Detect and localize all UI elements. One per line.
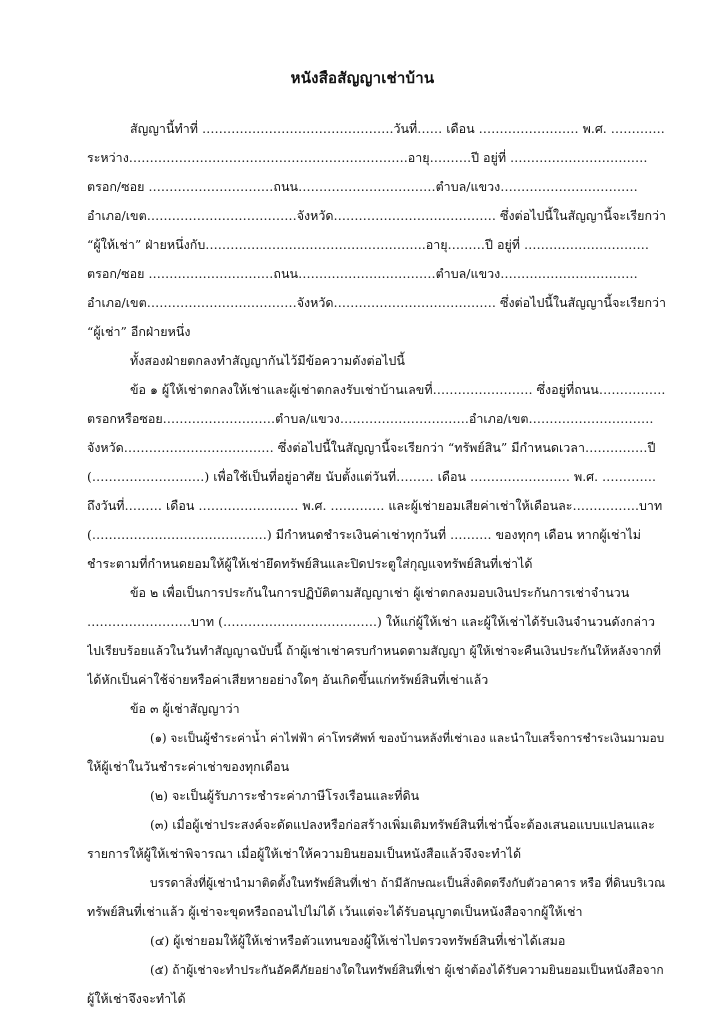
text-line: อำเภอ/เขต………………………………จังหวัด………………………………… ซึ่งต่อไปนี้ในสัญญานี้จะเรียกว่า (87, 295, 667, 310)
document-title: หนังสือสัญญาเช่าบ้าน (290, 69, 435, 87)
text-line: (๕) ถ้าผู้เช่าจะทำประกันอัคคีภัยอย่างใดในทรัพย์สินที่เช่า ผู้เช่าต้องได้รับความยินยอมเป็นหนังสือจาก (150, 963, 664, 977)
text-line: ให้ผู้เช่าในวันชำระค่าเช่าของทุกเดือน (87, 759, 290, 774)
text-line: (๔) ผู้เช่ายอมให้ผู้ให้เช่าหรือตัวแทนของผู้ให้เช่าไปตรวจทรัพย์สินที่เช่าได้เสมอ (150, 933, 566, 948)
text-line: ถึงวันที่……… เดือน …………………… พ.ศ. …………. และผู้เช่ายอมเสียค่าเช่าให้เดือนละ…………….บาท (87, 498, 663, 513)
text-line: ตรอกหรือซอย………………………ตำบล/แขวง………………………….อำเภอ/เขต………………………… (87, 411, 654, 426)
text-line: ตรอก/ซอย …………………………ถนน……………………………ตำบล/แขวง…………………………… (87, 179, 638, 194)
text-line: อำเภอ/เขต………………………………จังหวัด………………………………… ซึ่งต่อไปนี้ในสัญญานี้จะเรียกว่า (87, 208, 667, 223)
text-line: ผู้ให้เช่าจึงจะทำได้ (87, 991, 186, 1006)
text-line: ชำระตามที่กำหนดยอมให้ผู้ให้เช่ายึดทรัพย์สินและปิดประตูใส่กุญแจทรัพย์สินที่เช่าได้ (87, 556, 533, 571)
text-line: (……………………………………) มีกำหนดชำระเงินค่าเช่าทุกวันที่ ………. ของทุกๆ เดือน หากผู้เช่าไม่ (87, 527, 642, 542)
text-line: “ผู้ให้เช่า” ฝ่ายหนึ่งกับ……………………………………………..อายุ………ปี อยู่ที่ ………………………… (87, 237, 650, 252)
text-line: (………………………) เพื่อใช้เป็นที่อยู่อาศัย นับตั้งแต่วันที่……… เดือน …………………… พ.ศ. …………. (87, 469, 657, 484)
clause-1-line: ข้อ ๑ ผู้ให้เช่าตกลงให้เช่าและผู้เช่าตกลงรับเช่าบ้านเลขที่…………………… ซึ่งอยู่ที่ถนน……………. (130, 382, 666, 397)
text-line: บรรดาสิ่งที่ผู้เช่านำมาติดตั้งในทรัพย์สินที่เช่า ถ้ามีลักษณะเป็นสิ่งติดตรึงกับตัวอาคาร หรือ ที่ดินบริเวณ (150, 876, 666, 890)
clause-2-line: ข้อ ๒ เพื่อเป็นการประกันในการปฏิบัติตามสัญญาเช่า ผู้เช่าตกลงมอบเงินประกันการเช่าจำนวน (130, 585, 630, 600)
text-line: รายการให้ผู้ให้เช่าพิจารณา เมื่อผู้ให้เช่าให้ความยินยอมเป็นหนังสือแล้วจึงจะทำได้ (87, 846, 522, 861)
text-line: จังหวัด……………………………… ซึ่งต่อไปนี้ในสัญญานี้จะเรียกว่า “ทรัพย์สิน” มีกำหนดเวลา……………ปี (87, 440, 656, 455)
clause-3-heading: ข้อ ๓ ผู้เช่าสัญญาว่า (130, 701, 240, 716)
text-line: (๒) จะเป็นผู้รับภาระชำระค่าภาษีโรงเรือนและที่ดิน (150, 788, 420, 803)
text-line: ตรอก/ซอย …………………………ถนน……………………………ตำบล/แขวง…………………………… (87, 266, 638, 281)
text-line: ทรัพย์สินที่เช่าแล้ว ผู้เช่าจะขุดหรือถอนไปไม่ได้ เว้นแต่จะได้รับอนุญาตเป็นหนังสือจากผู้ให้เช่า (87, 904, 583, 919)
text-line: ไปเรียบร้อยแล้วในวันทำสัญญาฉบับนี้ ถ้าผู้เช่าเช่าครบกำหนดตามสัญญา ผู้ให้เช่าจะคืนเงินประกันให้หลังจากที่ (87, 644, 661, 658)
text-line: “ผู้เช่า” อีกฝ่ายหนึ่ง (87, 324, 191, 339)
text-line: ทั้งสองฝ่ายตกลงทำสัญญากันไว้มีข้อความดังต่อไปนี้ (130, 353, 405, 368)
text-line: …………………….บาท (……………………………….) ให้แก่ผู้ให้เช่า และผู้ให้เช่าได้รับเงินจำนวนดังกล่าว (87, 614, 656, 629)
text-line: ระหว่าง………………………………………………………….อายุ……….ปี อยู่ที่ …………………………… (87, 150, 648, 165)
text-line: (๓) เมื่อผู้เช่าประสงค์จะดัดแปลงหรือก่อสร้างเพิ่มเติมทรัพย์สินที่เช่านี้จะต้องเสนอแบบแปลนและ (150, 817, 655, 832)
text-line: (๑) จะเป็นผู้ชำระค่าน้ำ ค่าไฟฟ้า ค่าโทรศัพท์ ของบ้านหลังที่เช่าเอง และนำใบเสร็จการชำระเงินมามอบ (150, 731, 665, 745)
text-line: สัญญานี้ทำที่ ……………………………………….วันที่…… เดือน …………………… พ.ศ. …………. (130, 121, 665, 136)
text-line: ได้หักเป็นค่าใช้จ่ายหรือค่าเสียหายอย่างใดๆ อันเกิดขึ้นแก่ทรัพย์สินที่เช่าแล้ว (87, 672, 489, 687)
